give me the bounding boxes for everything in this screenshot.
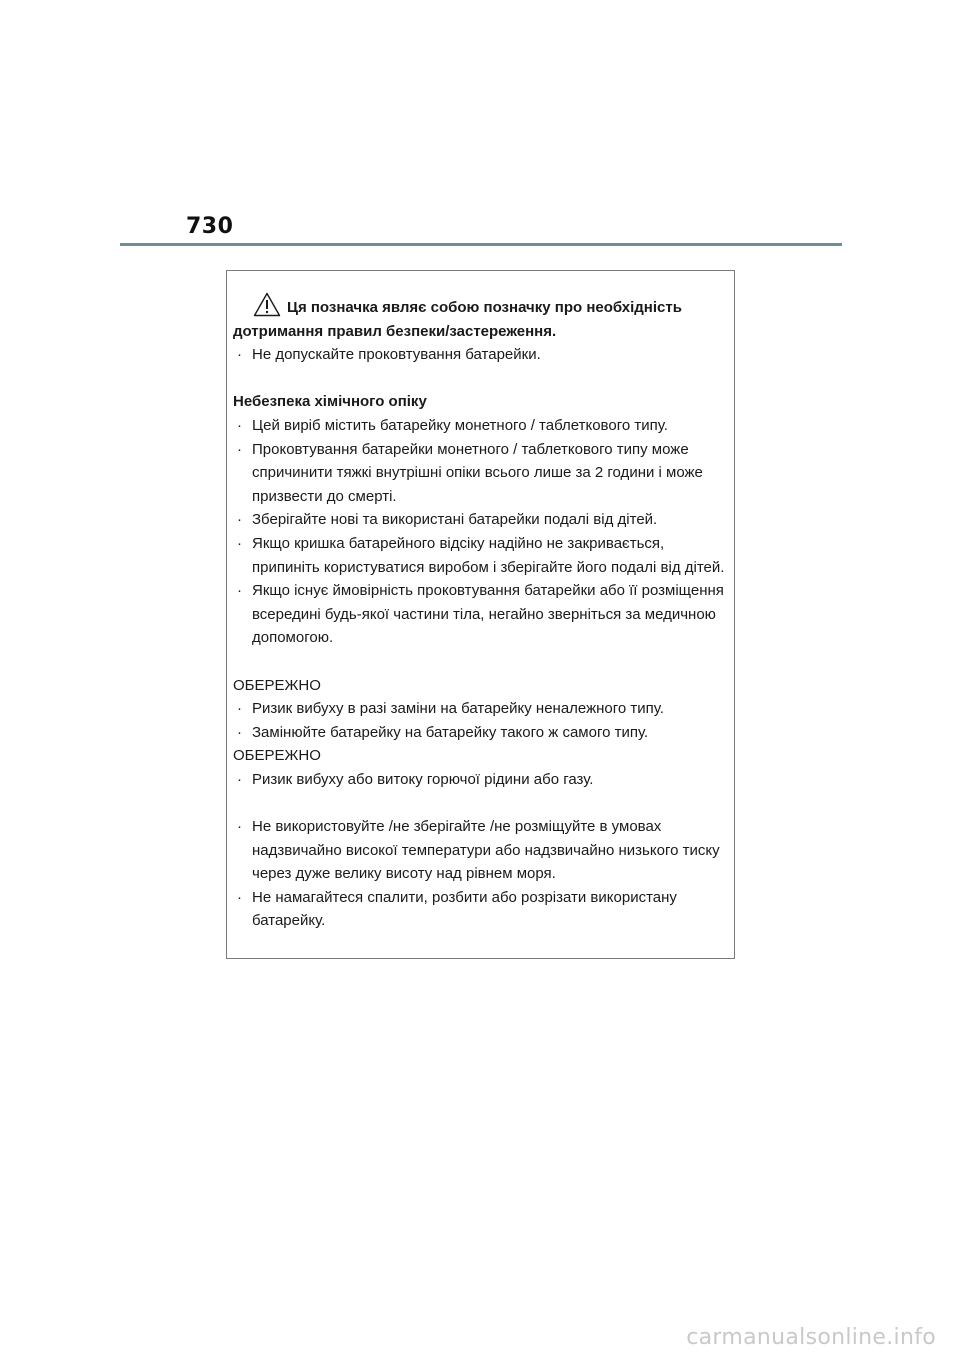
bullet-mark: ·	[237, 511, 242, 529]
caution-heading-2: ОБЕРЕЖНО	[233, 747, 321, 765]
bullet-mark: ·	[237, 346, 242, 364]
bullet-mark: ·	[237, 582, 242, 600]
bullet-text: Ризик вибуху або витоку горючої рідини або газу.	[252, 770, 594, 788]
bullet-text: Не допускайте проковтування батарейки.	[252, 346, 541, 364]
bullet-text: Цей виріб містить батарейку монетного / таблеткового типу.	[252, 416, 668, 434]
bullet-text: Ризик вибуху в разі заміни на батарейку неналежного типу.	[252, 700, 664, 718]
bullet-mark: ·	[237, 440, 242, 458]
spacer	[233, 367, 728, 391]
final-bullet-1	[233, 815, 728, 886]
bullet-text: Не намагайтеся спалити, розбити або розрізати використану батарейку.	[252, 888, 677, 930]
bullet-mark: ·	[237, 700, 242, 718]
caution-heading-1: ОБЕРЕЖНО	[233, 676, 321, 694]
bullet-text: Не використовуйте /не зберігайте /не розміщуйте в умовах надзвичайно високої температури або надзвичайно низького тиску через дуже велику висоту над рівнем моря.	[252, 818, 720, 883]
warning-intro-cont: дотримання правил безпеки/застереження.	[233, 322, 557, 340]
caution1-bullet-2	[233, 721, 728, 745]
bullet-mark: ·	[237, 723, 242, 741]
chem-bullet-4	[233, 532, 728, 579]
watermark: carmanualsonline.info	[686, 1325, 936, 1350]
spacer	[233, 650, 728, 674]
caution1-bullet-1	[233, 697, 728, 721]
chem-bullet-2	[233, 438, 728, 509]
warning-intro-text: Ця позначка являє собою позначку про необхідність	[287, 299, 682, 316]
bullet-text: Проковтування батарейки монетного / таблеткового типу може спричинити тяжкі внутрішні опіки всього лише за 2 години і може призвести до смерті.	[252, 440, 703, 505]
bullet-mark: ·	[237, 416, 242, 434]
warning-intro	[233, 296, 728, 320]
bullet-text: Якщо існує ймовірність проковтування батарейки або її розміщення всередині будь-якої частини тіла, негайно зверніться за медичною допомогою.	[252, 582, 724, 647]
bullet-mark: ·	[237, 888, 242, 906]
bullet-mark: ·	[237, 770, 242, 788]
bullet-mark: ·	[237, 534, 242, 552]
bullet-text: Замінюйте батарейку на батарейку такого ж самого типу.	[252, 723, 649, 741]
chem-heading: Небезпека хімічного опіку	[233, 393, 427, 411]
chem-bullet-3	[233, 508, 728, 532]
bullet-text: Якщо кришка батарейного відсіку надійно не закривається, припиніть користуватися виробом і зберігайте його подалі від дітей.	[252, 534, 725, 576]
chem-bullet-1	[233, 414, 728, 438]
intro-bullet	[233, 343, 728, 367]
bullet-text: Зберігайте нові та використані батарейки подалі від дітей.	[252, 511, 658, 529]
page-number: 730	[186, 214, 234, 239]
caution2-bullet-1	[233, 768, 728, 792]
bullet-mark: ·	[237, 818, 242, 836]
final-bullet-2	[233, 886, 728, 933]
warning-triangle-icon	[253, 292, 281, 317]
header-rule	[120, 243, 842, 246]
notice-content	[233, 296, 728, 933]
spacer	[233, 791, 728, 815]
chem-bullet-5	[233, 579, 728, 650]
